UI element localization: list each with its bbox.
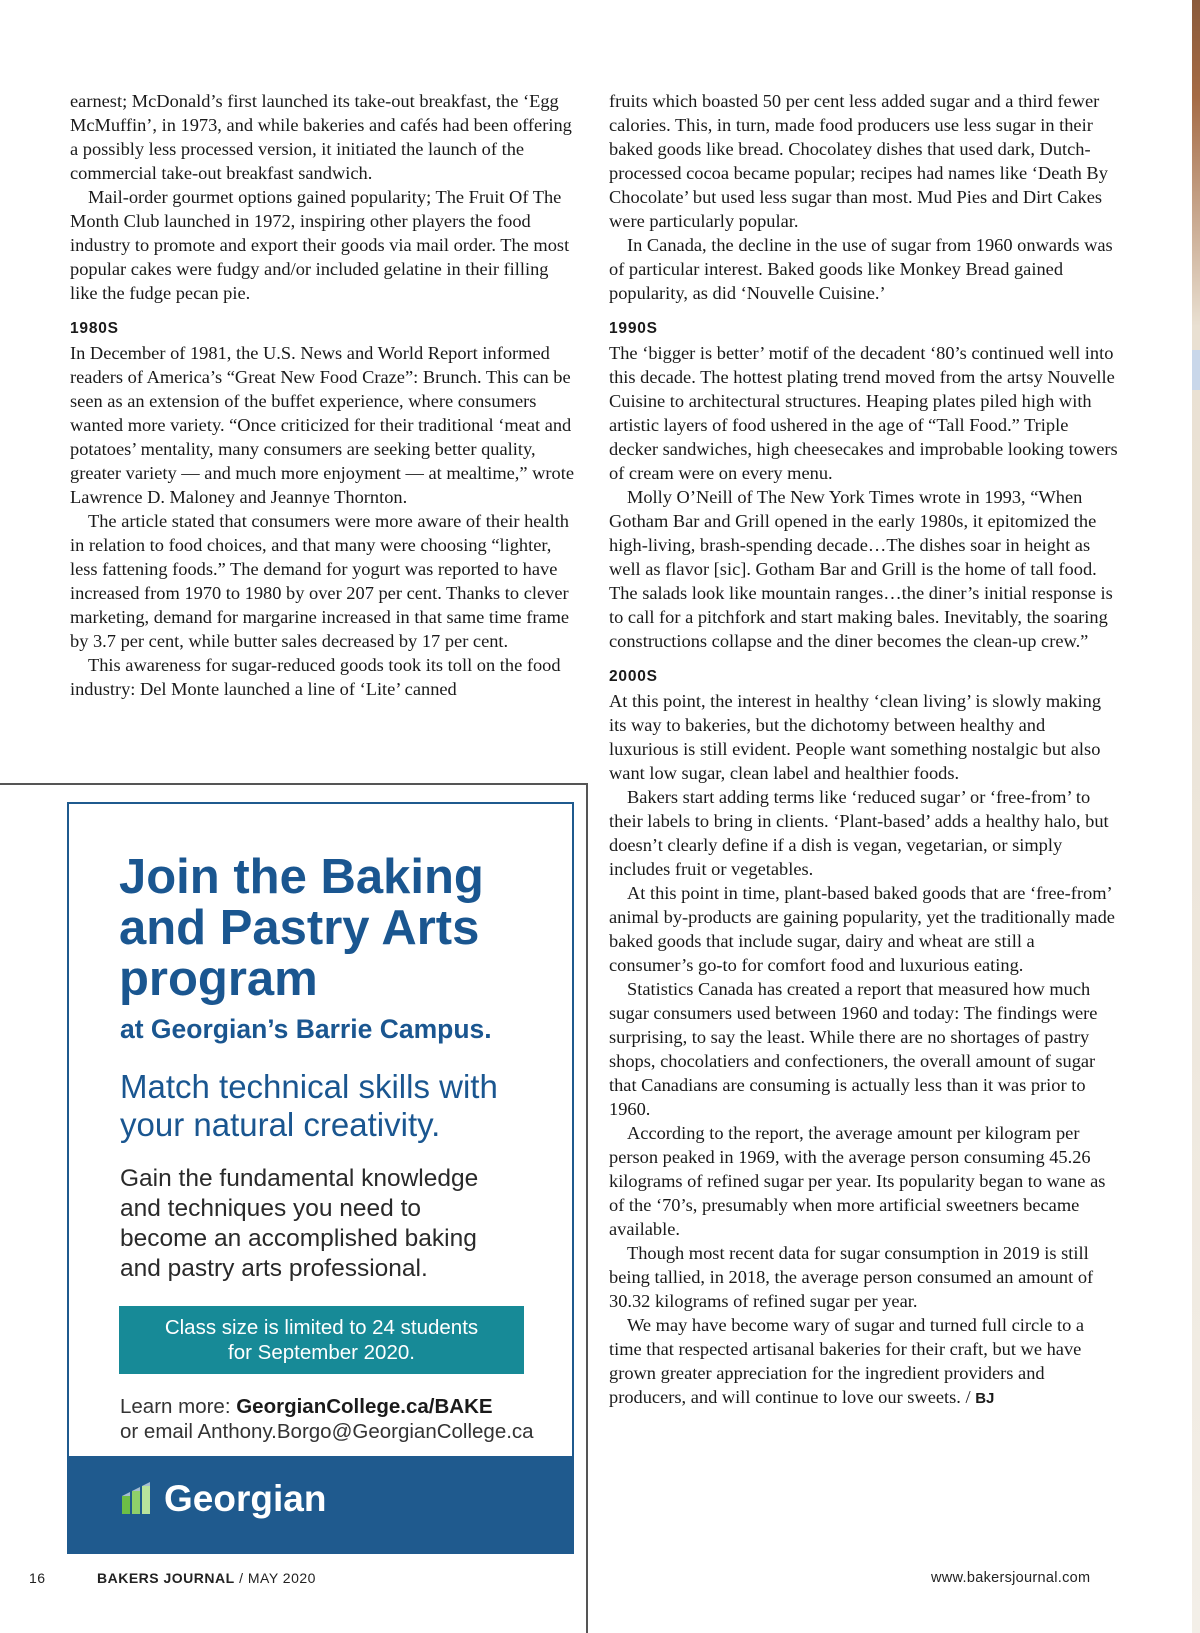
georgian-logo-icon: [120, 1482, 156, 1516]
paragraph: fruits which boasted 50 per cent less added sugar and a third fewer calories. This, in turn, made food producers use less sugar in their baked goods like bread. Chocolatey dishes that used dark, Dutch-processed cocoa became popular; recipes had names like ‘Death By Chocolate’ but used less sugar than most. Mud Pies and Dirt Cakes were particularly popular.: [609, 91, 1108, 231]
publication-name: BAKERS JOURNAL: [97, 1570, 235, 1586]
ad-tagline-line: Match technical skills with: [120, 1068, 498, 1105]
georgian-college-ad[interactable]: [67, 802, 574, 1554]
right-column: [609, 89, 1119, 1411]
left-column: [70, 89, 580, 701]
website-footer[interactable]: www.bakersjournal.com: [931, 1570, 1091, 1586]
callout-line: for September 2020.: [228, 1341, 415, 1364]
paragraph: In December of 1981, the U.S. News and World Report informed readers of America’s “Great New Food Craze”: Brunch. This can be seen as an extension of the buffet experience, where consumers wanted more variety. “Once criticized for their traditional ‘meat and potatoes’ mentality, many consumers are seeking better quality, greater variety — and much more enjoyment — at mealtime,” wrote Lawrence D. Maloney and Jeannye Thornton.: [70, 343, 575, 507]
ad-subhead: at Georgian’s Barrie Campus.: [120, 1014, 492, 1044]
paragraph: Statistics Canada has created a report that measured how much sugar consumers used between 1960 and today: The findings were surprising, to say the least. While there are no shortages of pastry shops, chocolatiers and confectioners, the overall amount of sugar that Canadians are consuming is actually less than it was prior to 1960.: [609, 979, 1098, 1119]
section-heading-1980s: 1980S: [70, 320, 119, 337]
ad-tagline: [120, 1068, 540, 1144]
learn-more-label: Learn more:: [120, 1395, 237, 1418]
ad-contact: [120, 1394, 534, 1444]
georgian-logo[interactable]: [120, 1478, 326, 1520]
section-heading-2000s: 2000S: [609, 668, 658, 685]
page-edge-tab: [1192, 350, 1200, 390]
learn-more-link[interactable]: GeorgianCollege.ca/BAKE: [236, 1395, 493, 1418]
page-edge-decoration: [1192, 0, 1200, 1633]
paragraph: At this point in time, plant-based baked goods that are ‘free-from’ animal by-products are gaining popularity, yet the traditionally made baked goods that include sugar, dairy and wheat are still a consumer’s go-to for comfort food and luxurious eating.: [609, 883, 1115, 975]
publication-footer: [97, 1570, 316, 1586]
paragraph: In Canada, the decline in the use of sugar from 1960 onwards was of particular interest. Baked goods like Monkey Bread gained popularity, as did ‘Nouvelle Cuisine.’: [609, 235, 1113, 303]
callout-line: Class size is limited to 24 students: [164, 1316, 479, 1339]
ad-headline-line: program: [119, 952, 318, 1006]
signature: BJ: [975, 1390, 995, 1407]
logo-wordmark: Georgian: [164, 1478, 327, 1519]
class-size-callout: [119, 1306, 524, 1374]
ad-body-line: Gain the fundamental knowledge: [120, 1165, 479, 1192]
ad-footer-band: [69, 1456, 572, 1552]
ad-border-rule-vertical: [586, 783, 588, 1633]
email-line[interactable]: or email Anthony.Borgo@GeorgianCollege.ca: [120, 1420, 534, 1443]
page-number: 16: [29, 1570, 46, 1586]
issue-date: / MAY 2020: [239, 1570, 316, 1586]
ad-body-line: become an accomplished baking: [120, 1225, 477, 1252]
ad-tagline-line: your natural creativity.: [120, 1106, 441, 1143]
closing-paragraph: [609, 1313, 1119, 1411]
ad-body: [120, 1164, 540, 1284]
paragraph: Bakers start adding terms like ‘reduced sugar’ or ‘free-from’ to their labels to bring in clients. ‘Plant-based’ adds a healthy halo, but doesn’t clearly define if a dish is vegan, vegetarian, or simply includes fruit or vegetables.: [609, 787, 1109, 879]
ad-body-line: and techniques you need to: [120, 1195, 422, 1222]
section-heading-1990s: 1990S: [609, 320, 658, 337]
ad-headline-line: Join the Baking: [119, 850, 484, 904]
paragraph: Mail-order gourmet options gained popularity; The Fruit Of The Month Club launched in 1972, inspiring other players the food industry to promote and export their goods via mail order. The most popular cakes were fudgy and/or included gelatine in their filling like the fudge pecan pie.: [70, 187, 570, 303]
paragraph: The article stated that consumers were more aware of their health in relation to food choices, and that many were choosing “lighter, less fattening foods.” The demand for yogurt was reported to have increased from 1970 to 1980 by over 207 per cent. Thanks to clever marketing, demand for margarine increased in that same time frame by 3.7 per cent, while butter sales decreased by 17 per cent.: [70, 511, 570, 651]
paragraph: According to the report, the average amount per kilogram per person peaked in 1969, with the average person consuming 45.26 kilograms of refined sugar per year. Its popularity began to wane as of the ‘70’s, presumably when more artificial sweetners became available.: [609, 1123, 1106, 1239]
paragraph-text: We may have become wary of sugar and turned full circle to a time that respected artisanal bakeries for their craft, but we have grown greater appreciation for the ingredient providers and producers, and will continue to love our sweets. /: [609, 1315, 1085, 1407]
paragraph: earnest; McDonald’s first launched its take-out breakfast, the ‘Egg McMuffin’, in 1973, and while bakeries and cafés had been offering a possibly less processed version, it initiated the launch of the commercial take-out breakfast sandwich.: [70, 91, 572, 183]
paragraph: The ‘bigger is better’ motif of the decadent ‘80’s continued well into this decade. The hottest plating trend moved from the artsy Nouvelle Cuisine to architectural structures. Heaping plates piled high with artistic layers of food ushered in the age of “Tall Food.” Triple decker sandwiches, high cheesecakes and improbable looking towers of cream were on every menu.: [609, 343, 1118, 483]
ad-body-line: and pastry arts professional.: [120, 1255, 428, 1282]
paragraph: Though most recent data for sugar consumption in 2019 is still being tallied, in 2018, the average person consumed an amount of 30.32 kilograms of refined sugar per year.: [609, 1243, 1094, 1311]
ad-border-rule: [0, 783, 586, 785]
ad-headline: [119, 852, 559, 1005]
ad-headline-line: and Pastry Arts: [119, 901, 480, 955]
paragraph: This awareness for sugar-reduced goods took its toll on the food industry: Del Monte launched a line of ‘Lite’ canned: [70, 655, 561, 699]
paragraph: At this point, the interest in healthy ‘clean living’ is slowly making its way to bakeries, but the dichotomy between healthy and luxurious is still evident. People want something nostalgic but also want low sugar, clean label and healthier foods.: [609, 691, 1102, 783]
paragraph: Molly O’Neill of The New York Times wrote in 1993, “When Gotham Bar and Grill opened in the early 1980s, it epitomized the high-living, brash-spending decade…The dishes soar in height as well as flavor [sic]. Gotham Bar and Grill is the home of tall food. The salads look like mountain ranges…the diner’s initial response is to call for a pitchfork and start making bales. Inevitably, the soaring constructions collapse and the diner becomes the clean-up crew.”: [609, 487, 1113, 651]
